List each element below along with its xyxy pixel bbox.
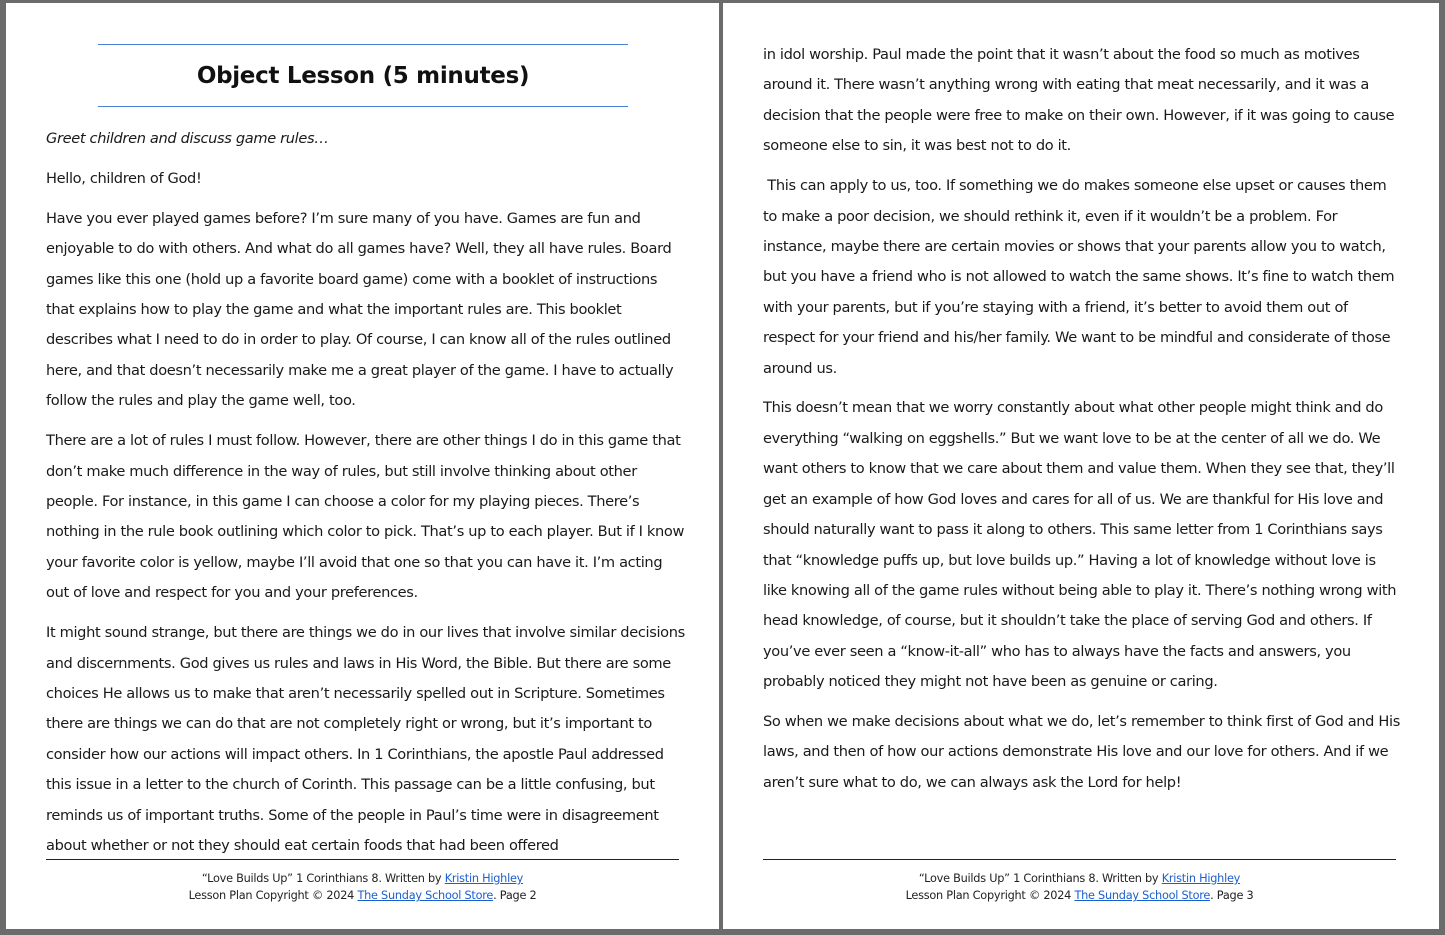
intro-instruction: Greet children and discuss game rules… <box>46 130 329 147</box>
footer-line-2 <box>46 887 679 904</box>
paragraph: This can apply to us, too. If something we do makes someone else upset or causes them to make a poor decision, we should rethink it, even if it wouldn’t be a problem. For instance, maybe there are certain movies or shows that your parents allow you to watch, but you have a friend who is not allowed to watch the same shows. It’s fine to watch them with your parents, but if you’re staying with a friend, it’s better to avoid them out of respect for your friend and his/her family. We want to be mindful and considerate of those around us. <box>763 177 1399 377</box>
page-title: Object Lesson (5 minutes) <box>196 62 530 89</box>
page-number: . Page 3 <box>1210 889 1254 902</box>
title-banner <box>98 44 628 107</box>
page-footer <box>763 870 1396 904</box>
footer-credit: “Love Builds Up” 1 Corinthians 8. Written by <box>918 872 1162 885</box>
paragraph: So when we make decisions about what we do, let’s remember to think first of God and His laws, and then of how our actions demonstrate His love and our love for others. And if we aren’t sure what to do, we can always ask the Lord for help! <box>763 713 1400 791</box>
store-link[interactable]: The Sunday School Store <box>1074 889 1211 902</box>
footer-line-1 <box>763 870 1396 887</box>
page-number: . Page 2 <box>493 889 537 902</box>
paragraph: This doesn’t mean that we worry constantly about what other people might think and do everything “walking on eggshells.” But we want love to be at the center of all we do. We want others to know that we care about them and value them. When they see that, they’ll get an example of how God loves and cares for all of us. We are thankful for His love and should naturally want to pass it along to others. This same letter from 1 Corinthians says that “knowledge puffs up, but love builds up.” Having a lot of knowledge without love is like knowing all of the game rules without being able to play it. There’s nothing wrong with head knowledge, of course, but it shouldn’t take the place of serving God and others. If you’ve ever seen a “know-it-all” who has to always have the facts and answers, you probably noticed they might not have been as genuine or caring. <box>763 399 1397 691</box>
page-2 <box>6 3 719 929</box>
page-footer <box>46 870 679 904</box>
store-link[interactable]: The Sunday School Store <box>357 889 494 902</box>
footer-line-2 <box>763 887 1396 904</box>
author-link[interactable]: Kristin Highley <box>444 872 524 885</box>
right-page-body <box>763 40 1403 808</box>
page-3 <box>723 3 1439 929</box>
footer-credit: “Love Builds Up” 1 Corinthians 8. Written by <box>201 872 445 885</box>
paragraph: Have you ever played games before? I’m sure many of you have. Games are fun and enjoyable to do with others. And what do all games have? Well, they all have rules. Board games like this one (hold up a favorite board game) come with a booklet of instructions that explains how to play the game and what the important rules are. This booklet describes what I need to do in order to play. Of course, I can know all of the rules outlined here, and that doesn’t necessarily make me a great player of the game. I have to actually follow the rules and play the game well, too. <box>46 209 674 410</box>
paragraph: It might sound strange, but there are things we do in our lives that involve similar decisions and discernments. God gives us rules and laws in His Word, the Bible. But there are some choices He allows us to make that aren’t necessarily spelled out in Scripture. Sometimes there are things we can do that are not completely right or wrong, but it’s important to consider how our actions will impact others. In 1 Corinthians, the apostle Paul addressed this issue in a letter to the church of Corinth. This passage can be a little confusing, but reminds us of important truths. Some of the people in Paul’s time were in disagreement about whether or not they should eat certain foods that had been offered <box>46 624 685 854</box>
paragraph: There are a lot of rules I must follow. However, there are other things I do in this game that don’t make much difference in the way of rules, but still involve thinking about other people. For instance, in this game I can choose a color for my playing pieces. There’s nothing in the rule book outlining which color to pick. That’s up to each player. But if I know your favorite color is yellow, maybe I’ll avoid that one so that you can have it. I’m acting out of love and respect for you and your preferences. <box>46 432 685 602</box>
paragraph: Hello, children of God! <box>46 169 202 187</box>
footer-copyright: Lesson Plan Copyright © 2024 <box>905 889 1075 902</box>
author-link[interactable]: Kristin Highley <box>1161 872 1241 885</box>
footer-copyright: Lesson Plan Copyright © 2024 <box>188 889 358 902</box>
left-page-body <box>46 124 686 871</box>
footer-line-1 <box>46 870 679 887</box>
footer-divider <box>46 859 679 860</box>
footer-divider <box>763 859 1396 860</box>
paragraph: in idol worship. Paul made the point that it wasn’t about the food so much as motives around it. There wasn’t anything wrong with eating that meat necessarily, and it was a decision that the people were free to make on their own. However, if it was going to cause someone else to sin, it was best not to do it. <box>763 46 1395 155</box>
